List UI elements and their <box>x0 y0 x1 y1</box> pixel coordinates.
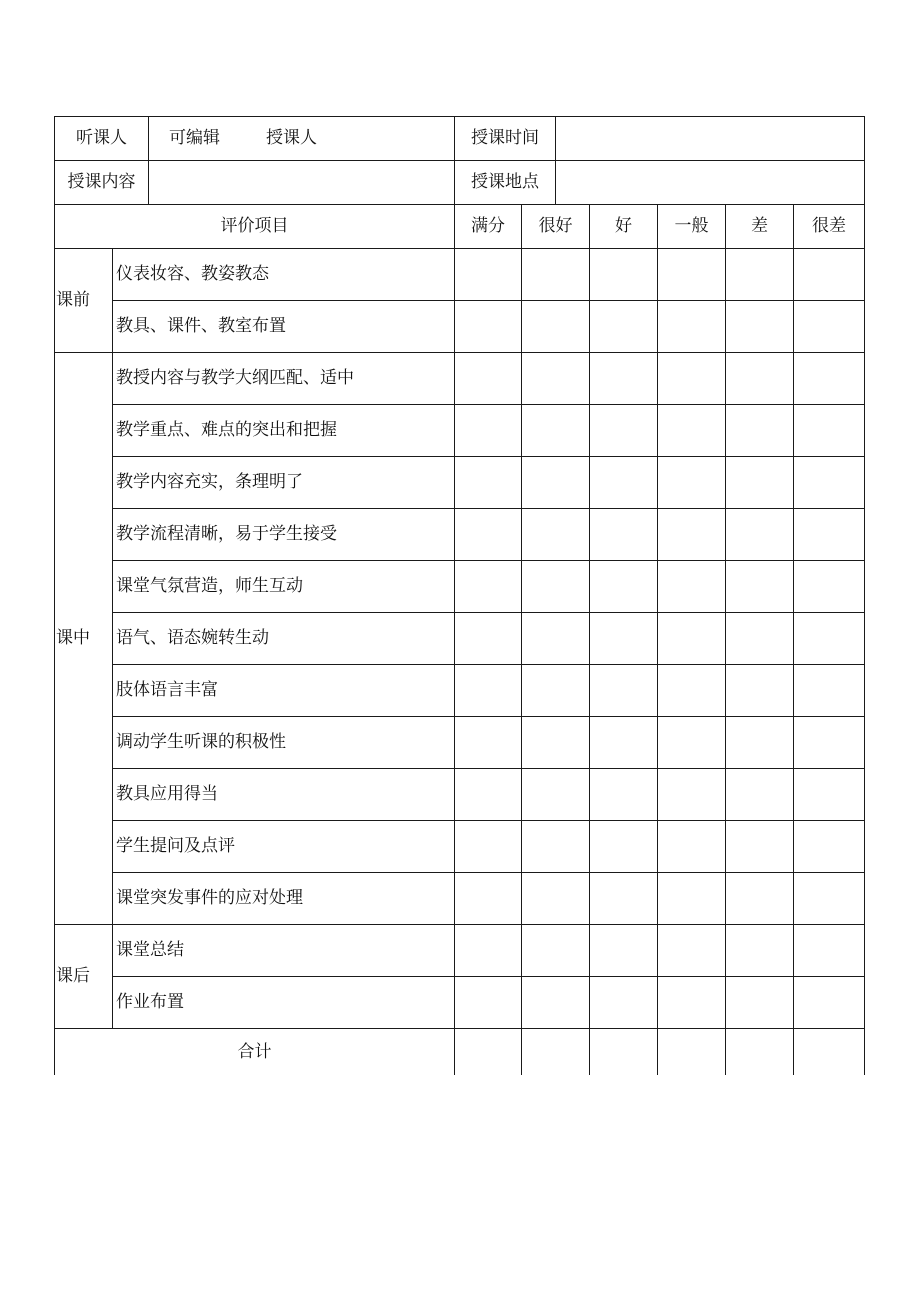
rating-cell[interactable] <box>590 873 658 925</box>
rating-cell[interactable] <box>590 613 658 665</box>
evaluation-row <box>55 925 865 977</box>
rating-cell[interactable] <box>726 665 794 717</box>
rating-cell[interactable] <box>658 977 726 1029</box>
rating-cell[interactable] <box>726 821 794 873</box>
content-label: 授课内容 <box>55 161 149 205</box>
rating-cell[interactable] <box>726 561 794 613</box>
rating-cell[interactable] <box>590 249 658 301</box>
rating-cell[interactable] <box>590 301 658 353</box>
rating-cell[interactable] <box>794 509 865 561</box>
rating-cell[interactable] <box>658 821 726 873</box>
rating-cell[interactable] <box>522 873 590 925</box>
rating-cell[interactable] <box>794 821 865 873</box>
rating-cell[interactable] <box>455 717 522 769</box>
total-score-cell[interactable] <box>726 1029 794 1076</box>
column-very-poor: 很差 <box>794 205 865 249</box>
rating-cell[interactable] <box>658 249 726 301</box>
rating-cell[interactable] <box>455 613 522 665</box>
rating-cell[interactable] <box>590 561 658 613</box>
evaluation-item-label: 教学内容充实，条理明了 <box>113 457 455 509</box>
total-score-cell[interactable] <box>590 1029 658 1076</box>
section-label: 课前 <box>55 249 113 353</box>
rating-cell[interactable] <box>455 509 522 561</box>
rating-cell[interactable] <box>794 925 865 977</box>
evaluation-item-label: 学生提问及点评 <box>113 821 455 873</box>
rating-cell[interactable] <box>794 769 865 821</box>
rating-cell[interactable] <box>658 301 726 353</box>
evaluation-item-label: 语气、语态婉转生动 <box>113 613 455 665</box>
observer-teacher-cell[interactable] <box>149 117 455 161</box>
evaluation-row <box>55 509 865 561</box>
evaluation-item-label: 教学重点、难点的突出和把握 <box>113 405 455 457</box>
evaluation-row <box>55 873 865 925</box>
evaluation-item-label: 教具应用得当 <box>113 769 455 821</box>
rating-cell[interactable] <box>726 873 794 925</box>
rating-cell[interactable] <box>455 353 522 405</box>
rating-cell[interactable] <box>522 509 590 561</box>
rating-cell[interactable] <box>590 665 658 717</box>
rating-cell[interactable] <box>658 717 726 769</box>
rating-cell[interactable] <box>658 873 726 925</box>
header-row-2 <box>55 161 865 205</box>
evaluation-row <box>55 717 865 769</box>
rating-cell[interactable] <box>522 301 590 353</box>
rating-cell[interactable] <box>726 457 794 509</box>
rating-cell[interactable] <box>590 821 658 873</box>
column-item: 评价项目 <box>55 205 455 249</box>
rating-cell[interactable] <box>455 821 522 873</box>
rating-cell[interactable] <box>590 769 658 821</box>
rating-cell[interactable] <box>658 925 726 977</box>
rating-cell[interactable] <box>455 769 522 821</box>
section-label: 课中 <box>55 353 113 925</box>
section-label: 课后 <box>55 925 113 1029</box>
time-label: 授课时间 <box>455 117 556 161</box>
column-good: 好 <box>590 205 658 249</box>
evaluation-row <box>55 821 865 873</box>
rating-cell[interactable] <box>726 301 794 353</box>
rating-cell[interactable] <box>658 665 726 717</box>
rating-cell[interactable] <box>590 717 658 769</box>
total-label: 合计 <box>55 1029 455 1076</box>
rating-cell[interactable] <box>455 561 522 613</box>
rating-cell[interactable] <box>522 977 590 1029</box>
rating-cell[interactable] <box>794 977 865 1029</box>
evaluation-row <box>55 613 865 665</box>
evaluation-item-label: 课堂气氛营造，师生互动 <box>113 561 455 613</box>
evaluation-item-label: 教学流程清晰，易于学生接受 <box>113 509 455 561</box>
rating-cell[interactable] <box>522 457 590 509</box>
rating-cell[interactable] <box>522 717 590 769</box>
evaluation-item-label: 教授内容与教学大纲匹配、适中 <box>113 353 455 405</box>
rating-cell[interactable] <box>794 457 865 509</box>
column-poor: 差 <box>726 205 794 249</box>
rating-cell[interactable] <box>794 665 865 717</box>
rating-cell[interactable] <box>455 925 522 977</box>
evaluation-item-label: 课堂突发事件的应对处理 <box>113 873 455 925</box>
rating-cell[interactable] <box>726 925 794 977</box>
rating-cell[interactable] <box>658 509 726 561</box>
rating-cell[interactable] <box>455 665 522 717</box>
evaluation-row <box>55 249 865 301</box>
evaluation-row <box>55 457 865 509</box>
rating-cell[interactable] <box>522 405 590 457</box>
rating-cell[interactable] <box>658 353 726 405</box>
location-label: 授课地点 <box>455 161 556 205</box>
evaluation-item-label: 课堂总结 <box>113 925 455 977</box>
column-header-row <box>55 205 865 249</box>
rating-cell[interactable] <box>590 457 658 509</box>
total-score-cell[interactable] <box>658 1029 726 1076</box>
rating-cell[interactable] <box>455 873 522 925</box>
rating-cell[interactable] <box>794 249 865 301</box>
content-value-cell[interactable] <box>149 161 455 205</box>
evaluation-row <box>55 353 865 405</box>
rating-cell[interactable] <box>726 353 794 405</box>
rating-cell[interactable] <box>522 925 590 977</box>
evaluation-row <box>55 769 865 821</box>
rating-cell[interactable] <box>590 977 658 1029</box>
rating-cell[interactable] <box>522 249 590 301</box>
column-very-good: 很好 <box>522 205 590 249</box>
column-average: 一般 <box>658 205 726 249</box>
lecture-evaluation-form <box>54 116 864 1075</box>
evaluation-row <box>55 561 865 613</box>
rating-cell[interactable] <box>726 249 794 301</box>
rating-cell[interactable] <box>794 301 865 353</box>
column-full-score: 满分 <box>455 205 522 249</box>
rating-cell[interactable] <box>522 613 590 665</box>
rating-cell[interactable] <box>455 405 522 457</box>
rating-cell[interactable] <box>658 405 726 457</box>
rating-cell[interactable] <box>590 509 658 561</box>
evaluation-item-label: 教具、课件、教室布置 <box>113 301 455 353</box>
evaluation-row <box>55 665 865 717</box>
rating-cell[interactable] <box>726 977 794 1029</box>
rating-cell[interactable] <box>522 769 590 821</box>
rating-cell[interactable] <box>794 405 865 457</box>
rating-cell[interactable] <box>726 509 794 561</box>
total-score-cell[interactable] <box>794 1029 865 1076</box>
total-score-cell[interactable] <box>522 1029 590 1076</box>
rating-cell[interactable] <box>455 301 522 353</box>
evaluation-item-label: 仪表妆容、教姿教态 <box>113 249 455 301</box>
rating-cell[interactable] <box>658 561 726 613</box>
rating-cell[interactable] <box>590 405 658 457</box>
rating-cell[interactable] <box>658 457 726 509</box>
rating-cell[interactable] <box>726 717 794 769</box>
rating-cell[interactable] <box>455 249 522 301</box>
rating-cell[interactable] <box>794 613 865 665</box>
rating-cell[interactable] <box>794 873 865 925</box>
rating-cell[interactable] <box>794 561 865 613</box>
total-score-cell[interactable] <box>455 1029 522 1076</box>
evaluation-row <box>55 977 865 1029</box>
rating-cell[interactable] <box>455 977 522 1029</box>
rating-cell[interactable] <box>726 769 794 821</box>
evaluation-item-label: 调动学生听课的积极性 <box>113 717 455 769</box>
rating-cell[interactable] <box>522 665 590 717</box>
rating-cell[interactable] <box>794 353 865 405</box>
evaluation-rows <box>55 249 865 1029</box>
teacher-label: 授课人 <box>266 128 317 148</box>
location-value-cell[interactable] <box>556 161 865 205</box>
evaluation-row <box>55 405 865 457</box>
observer-label: 听课人 <box>55 117 149 161</box>
rating-cell[interactable] <box>726 405 794 457</box>
rating-cell[interactable] <box>658 769 726 821</box>
rating-cell[interactable] <box>658 613 726 665</box>
evaluation-table <box>54 116 865 1075</box>
header-row-1 <box>55 117 865 161</box>
rating-cell[interactable] <box>522 353 590 405</box>
evaluation-item-label: 作业布置 <box>113 977 455 1029</box>
editable-note: 可编辑 <box>169 128 220 148</box>
rating-cell[interactable] <box>522 821 590 873</box>
rating-cell[interactable] <box>455 457 522 509</box>
rating-cell[interactable] <box>794 717 865 769</box>
rating-cell[interactable] <box>726 613 794 665</box>
total-row <box>55 1029 865 1076</box>
time-value-cell[interactable] <box>556 117 865 161</box>
rating-cell[interactable] <box>590 353 658 405</box>
evaluation-item-label: 肢体语言丰富 <box>113 665 455 717</box>
rating-cell[interactable] <box>522 561 590 613</box>
evaluation-row <box>55 301 865 353</box>
rating-cell[interactable] <box>590 925 658 977</box>
